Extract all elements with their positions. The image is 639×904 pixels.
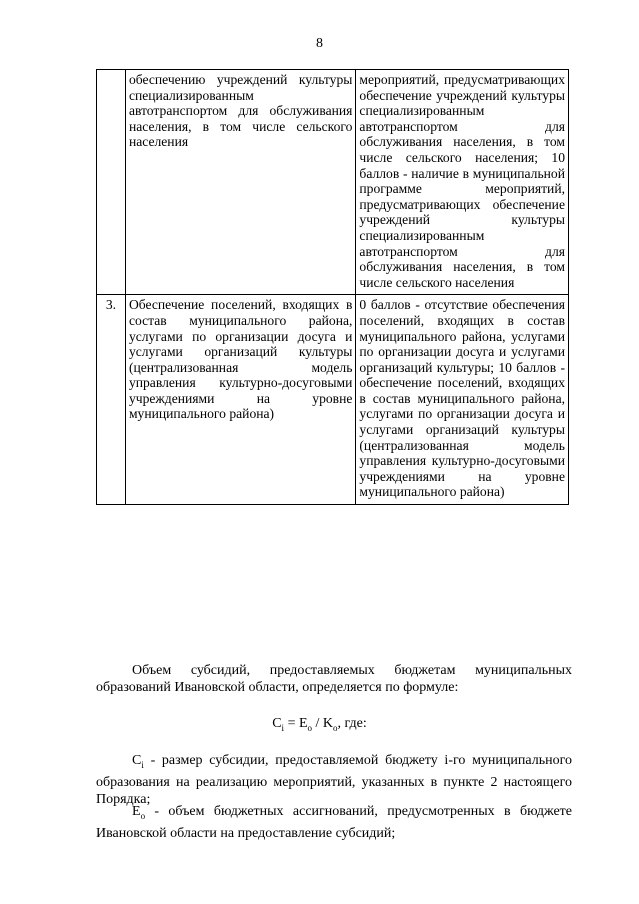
table-row (97, 70, 569, 295)
scores-cell: 0 баллов - отсутствие обеспечения поселений, входящих в состав муниципального района, услугами по организации досуга и услугами организаций культуры; 10 баллов - обеспечение поселений, входящих в состав муниципального района, услугами по организации досуга и услугами организаций культуры (централизованная модель управления культурно-досуговыми учреждениями на уровне муниципального района) (356, 295, 569, 505)
criterion-cell: Обеспечение поселений, входящих в состав муниципального района, услугами по организации досуга и услугами организаций культуры (централизованная модель управления культурно-досуговыми учреждениями на уровне муниципального района) (125, 295, 355, 505)
criterion-cell: обеспечению учреждений культуры специализированным автотранспортом для обслуживания населения, в том числе сельского населения (125, 70, 355, 295)
scores-cell: мероприятий, предусматривающих обеспечение учреждений культуры специализированным автотранспортом для обслуживания населения, в том числе сельского населения; 10 баллов - наличие в муниципальной программе мероприятий, предусматривающих обеспечение учреждений культуры специализированным автотранспортом для обслуживания населения, в том числе сельского населения (356, 70, 569, 295)
row-number (97, 70, 126, 295)
formula: $C_i = E_o / K_o$, где: (272, 716, 367, 733)
paragraph-formula-intro: Объем субсидий, предоставляемых бюджетам муниципальных образований Ивановской области, определяется по формуле: (96, 663, 572, 695)
criteria-table (96, 69, 569, 505)
row-number: 3. (97, 295, 126, 505)
page-number: 8 (316, 36, 323, 51)
paragraph-eo-definition: $E_o$ - объем бюджетных ассигнований, предусмотренных в бюджете Ивановской области на предоставление субсидий; (96, 804, 572, 841)
table-row (97, 295, 569, 505)
paragraph-ci-definition: $C_i$ - размер субсидии, предоставляемой бюджету i-го муниципального образования на реализацию мероприятий, указанных в пункте 2 настоящего Порядка; (96, 753, 572, 807)
